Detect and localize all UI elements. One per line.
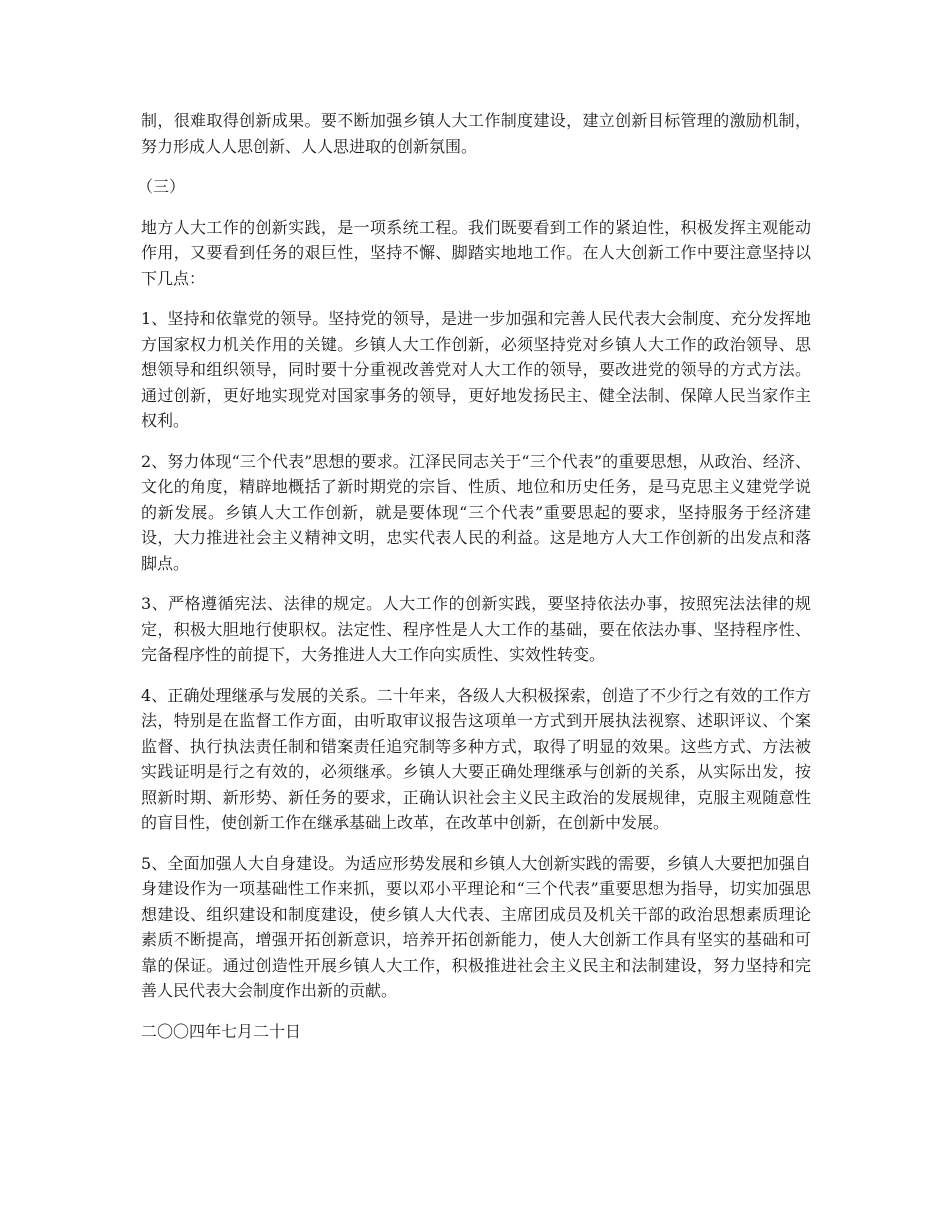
document-body: [137, 108, 811, 1059]
paragraph-point-4: 4、正确处理继承与发展的关系。二十年来，各级人大积极探索，创造了不少行之有效的工作方法，特别是在监督工作方面，由听取审议报告这项单一方式到开展执法视察、述职评议、个案监督、执行执法责任制和错案责任追究制等多种方式，取得了明显的效果。这些方式、方法被实践证明是行之有效的，必须继承。乡镇人大要正确处理继承与创新的关系，从实际出发，按照新时期、新形势、新任务的要求，正确认识社会主义民主政治的发展规律，克服主观随意性的盲目性，使创新工作在继承基础上改革，在改革中创新，在创新中发展。: [141, 685, 811, 832]
paragraph-point-3: 3、严格遵循宪法、法律的规定。人大工作的创新实践，要坚持依法办事，按照宪法法律的规定，积极大胆地行使职权。法定性、程序性是人大工作的基础，要在依法办事、坚持程序性、完备程序性的前提下，大务推进人大工作向实质性、实效性转变。: [141, 594, 811, 664]
section-heading: （三）: [137, 177, 186, 196]
paragraph-continuation: 制，很难取得创新成果。要不断加强乡镇人大工作制度建设，建立创新目标管理的激励机制，努力形成人人思创新、人人思进取的创新氛围。: [141, 111, 811, 156]
document-date: 二〇〇四年七月二十日: [141, 1021, 302, 1041]
paragraph-intro: 地方人大工作的创新实践，是一项系统工程。我们既要看到工作的紧迫性，积极发挥主观能动作用，又要看到任务的艰巨性，坚持不懈、脚踏实地地工作。在人大创新工作中要注意坚持以下几点：: [141, 217, 811, 288]
paragraph-point-5: 5、全面加强人大自身建设。为适应形势发展和乡镇人大创新实践的需要，乡镇人大要把加强自身建设作为一项基础性工作来抓，要以邓小平理论和“三个代表”重要思想为指导，切实加强思想建设、组织建设和制度建设，使乡镇人大代表、主席团成员及机关干部的政治思想素质理论素质不断提高，增强开拓创新意识，培养开拓创新能力，使人大创新工作具有坚实的基础和可靠的保证。通过创造性开展乡镇人大工作，积极推进社会主义民主和法制建设，努力坚持和完善人民代表大会制度作出新的贡献。: [141, 853, 811, 1000]
paragraph-point-2: 2、努力体现“三个代表”思想的要求。江泽民同志关于“三个代表”的重要思想，从政治、经济、文化的角度，精辟地概括了新时期党的宗旨、性质、地位和历史任务，是马克思主义建党学说的新发展。乡镇人大工作创新，就是要体现“三个代表”重要思起的要求，坚持服务于经济建设，大力推进社会主义精神文明，忠实代表人民的利益。这是地方人大工作创新的出发点和落脚点。: [141, 451, 811, 573]
paragraph-point-1: 1、坚持和依靠党的领导。坚持党的领导，是进一步加强和完善人民代表大会制度、充分发挥地方国家权力机关作用的关键。乡镇人大工作创新，必须坚持党对乡镇人大工作的政治领导、思想领导和组织领导，同时要十分重视改善党对人大工作的领导，要改进党的领导的方式方法。通过创新，更好地实现党对国家事务的领导，更好地发扬民主、健全法制、保障人民当家作主权利。: [141, 309, 811, 430]
